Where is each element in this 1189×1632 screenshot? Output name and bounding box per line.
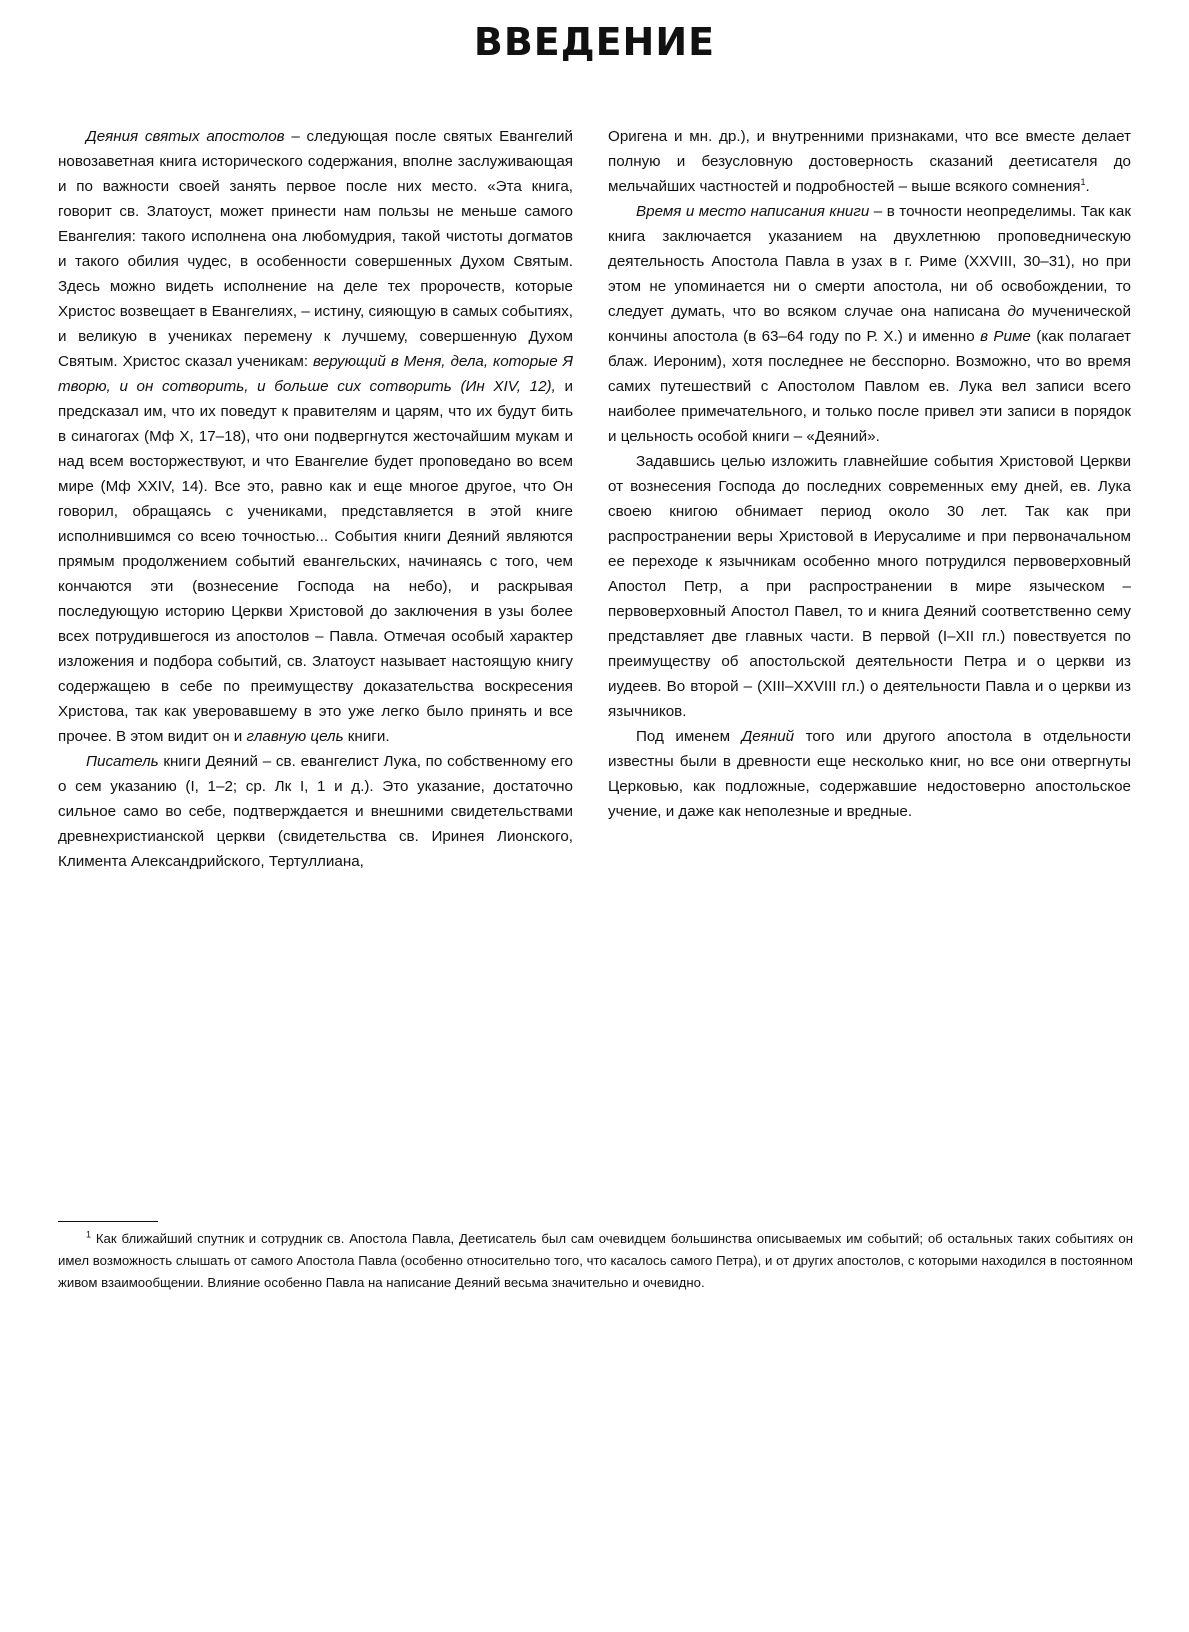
paragraph-text: и предсказал им, что их поведут к правителям и царям, что их будут бить в синагогах (Мф X, 17–18), что они подвергнутся жесточайшим мукам и над всем восторжествуют, и что Евангелие будет проповедано во всем мире (Мф XXIV, 14). Все это, равно как и еще многое другое, что Он говорил, обращаясь с учениками, представляется в этой книге исполнившимся со всею точностью... События книги Деяний являются прямым продолжением событий евангельских, начинаясь с того, чем кончаются эти (вознесение Господа на небо), и раскрывая последующую историю Церкви Христовой до заключения в узы более всех потрудившегося из апостолов – Павла. Отмечая особый характер изложения и подбора событий, св. Златоуст называет настоящую книгу содержащею в себе по преимуществу доказательства воскресения Христова, так как уверовавшему в это уже легко было принять и все прочее. В этом видит он и bbox=[58, 378, 573, 745]
paragraph-text: книги. bbox=[343, 728, 390, 745]
paragraph-continuation bbox=[608, 124, 1131, 199]
paragraph-intro bbox=[58, 124, 573, 749]
paragraph-author bbox=[58, 749, 573, 874]
paragraph-text: (как полагает блаж. Иероним), хотя последнее не бесспорно. Возможно, что во время самих путешествий с Апостолом Павлом ев. Лука вел записи всего наиболее примечательного, и только после привел эти записи в порядок и цельность особой книги – «Деяний». bbox=[608, 328, 1131, 445]
paragraph-text: . bbox=[1085, 178, 1090, 195]
paragraph-structure bbox=[608, 449, 1131, 724]
italic-term: Время и место написания книги bbox=[636, 203, 870, 220]
left-column bbox=[58, 124, 573, 874]
footnote-text: Как ближайший спутник и сотрудник св. Апостола Павла, Деетисатель был сам очевидцем большинства описываемых им событий; об остальных таких событиях он имел возможность слышать от самого Апостола Павла (особенно относительно того, что касалось самого Петра), и от других апостолов, с которыми находился в постоянном живом взаимообщении. Влияние особенно Павла на написание Деяний весьма значительно и очевидно. bbox=[58, 1231, 1133, 1290]
paragraph-text: книги Деяний – св. евангелист Лука, по собственному его о сем указанию (I, 1–2; ср. Лк I, 1 и д.). Это указание, достаточно сильное само во себе, подтверждается и внешними свидетельствами древнехристианской церкви (свидетельства св. Иринея Лионского, Климента Александрийского, Тертуллиана, bbox=[58, 753, 573, 870]
italic-term: главную цель bbox=[246, 728, 344, 745]
italic-term: Писатель bbox=[86, 753, 159, 770]
italic-term: Деяния святых апостолов bbox=[86, 128, 285, 145]
italic-term: Деяний bbox=[741, 728, 795, 745]
right-column bbox=[608, 124, 1131, 824]
paragraph-text: Задавшись целью изложить главнейшие события Христовой Церкви от вознесения Господа до последних современных ему дней, ев. Лука своею книгою обнимает период около 30 лет. Так как при распространении веры Христовой в Иерусалиме и при первоначальном ее переходе к язычникам особенно много потрудился первоверховный Апостол Петр, а при распространении в мире языческом – первоверховный Апостол Павел, то и книга Деяний соответственно сему представляет две главных части. В первой (I–XII гл.) повествуется по преимуществу об апостольской деятельности Петра и о церкви из иудеев. Во второй – (XIII–XXVIII гл.) о деятельности Павла и о церкви из язычников. bbox=[608, 453, 1131, 720]
italic-quote: верующий в Меня, дела, которые Я творю, и он сотворить, и больше сих сотворить (Ин XIV, 12), bbox=[58, 353, 573, 395]
paragraph-text: того или другого апостола в отдельности известны были в древности еще несколько книг, но все они отвергнуты Церковью, как подложные, содержавшие недостоверно апостольское учение, и даже как неполезные и вредные. bbox=[608, 728, 1131, 820]
footnote-divider bbox=[58, 1221, 158, 1222]
page-title: ВВЕДЕНИЕ bbox=[473, 20, 716, 64]
footnote-reference[interactable]: 1 bbox=[1080, 176, 1086, 187]
paragraph-time-place bbox=[608, 199, 1131, 449]
footnote bbox=[58, 1228, 1133, 1294]
italic-term: в Риме bbox=[980, 328, 1031, 345]
footnote-marker: 1 bbox=[86, 1229, 92, 1240]
paragraph-text: Оригена и мн. др.), и внутренними признаками, что все вместе делает полную и безусловную достоверность сказаний деетисателя до мельчайших частностей и подробностей – выше всякого сомнения bbox=[608, 128, 1131, 195]
paragraph-text: мученической кончины апостола (в 63–64 году по Р. Х.) и именно bbox=[608, 303, 1131, 345]
paragraph-apocrypha bbox=[608, 724, 1131, 824]
italic-term: до bbox=[1007, 303, 1025, 320]
paragraph-text: Под именем bbox=[636, 728, 742, 745]
paragraph-text: – следующая после святых Евангелий новозаветная книга исторического содержания, вполне заслуживающая и по важности своей занять первое после них место. «Эта книга, говорит св. Златоуст, может принести нам пользы не меньше самого Евангелия: такого исполнена она любомудрия, такой чистоты догматов и такого обилия чудес, в особенности совершенных Духом Святым. Здесь можно видеть исполнение на деле тех пророчеств, которые Христос возвещает в Евангелиях, – истину, сияющую в самых событиях, и великую в учениках перемену к лучшему, совершенную Духом Святым. Христос сказал ученикам: bbox=[58, 128, 573, 370]
paragraph-text: – в точности неопределимы. Так как книга заключается указанием на двухлетнюю проповедническую деятельность Апостола Павла в узах в г. Риме (XXVIII, 30–31), но при этом не упоминается ни о смерти апостола, ни об освобождении, то следует думать, что во всяком случае она написана bbox=[608, 203, 1131, 320]
